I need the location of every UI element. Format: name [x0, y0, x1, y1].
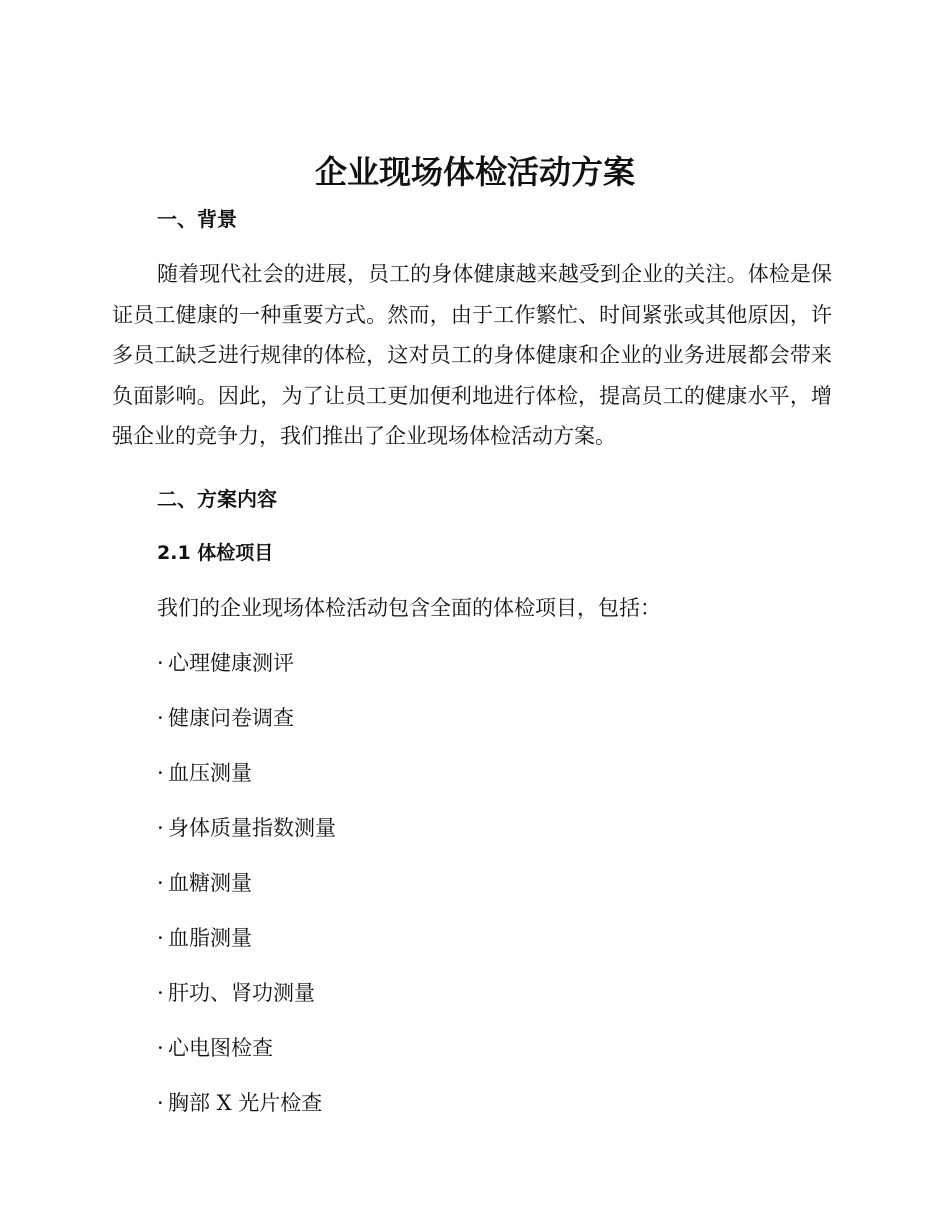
bullet-marker: · [157, 761, 164, 785]
list-item [157, 648, 336, 703]
list-item [157, 1088, 336, 1143]
list-item [157, 978, 336, 1033]
list-item [157, 923, 336, 978]
list-item-text: 肝功、肾功测量 [168, 981, 315, 1005]
document-title: 企业现场体检活动方案 [314, 153, 635, 191]
bullet-marker: · [157, 1036, 164, 1060]
section-heading-background: 一、背景 [157, 207, 237, 231]
list-item-text: 身体质量指数测量 [168, 816, 336, 840]
list-item-text: 心理健康测评 [168, 651, 294, 675]
list-item-text: 血糖测量 [168, 871, 252, 895]
checkup-items-intro: 我们的企业现场体检活动包含全面的体检项目，包括： [157, 596, 661, 620]
list-item-text: 血脂测量 [168, 926, 252, 950]
bullet-marker: · [157, 651, 164, 675]
list-item [157, 758, 336, 813]
list-item [157, 703, 336, 758]
list-item-text: 心电图检查 [168, 1036, 273, 1060]
bullet-marker: · [157, 926, 164, 950]
checkup-items-list [157, 648, 336, 1143]
bullet-marker: · [157, 871, 164, 895]
list-item [157, 813, 336, 868]
background-paragraph: 随着现代社会的进展，员工的身体健康越来越受到企业的关注。体检是保证员工健康的一种重要方式。然而，由于工作繁忙、时间紧张或其他原因，许多员工缺乏进行规律的体检，这对员工的身体健康和企业的业务进展都会带来负面影响。因此，为了让员工更加便利地进行体检，提高员工的健康水平，增强企业的竞争力，我们推出了企业现场体检活动方案。 [112, 262, 832, 448]
bullet-marker: · [157, 706, 164, 730]
list-item [157, 1033, 336, 1088]
list-item-text: 血压测量 [168, 761, 252, 785]
subsection-heading-checkup-items: 2.1 体检项目 [157, 542, 274, 564]
bullet-marker: · [157, 981, 164, 1005]
bullet-marker: · [157, 816, 164, 840]
list-item-text: 健康问卷调查 [168, 706, 294, 730]
section-heading-plan-content: 二、方案内容 [157, 487, 277, 511]
bullet-marker: · [157, 1091, 164, 1115]
list-item-text: 胸部 X 光片检查 [168, 1091, 323, 1115]
list-item [157, 868, 336, 923]
